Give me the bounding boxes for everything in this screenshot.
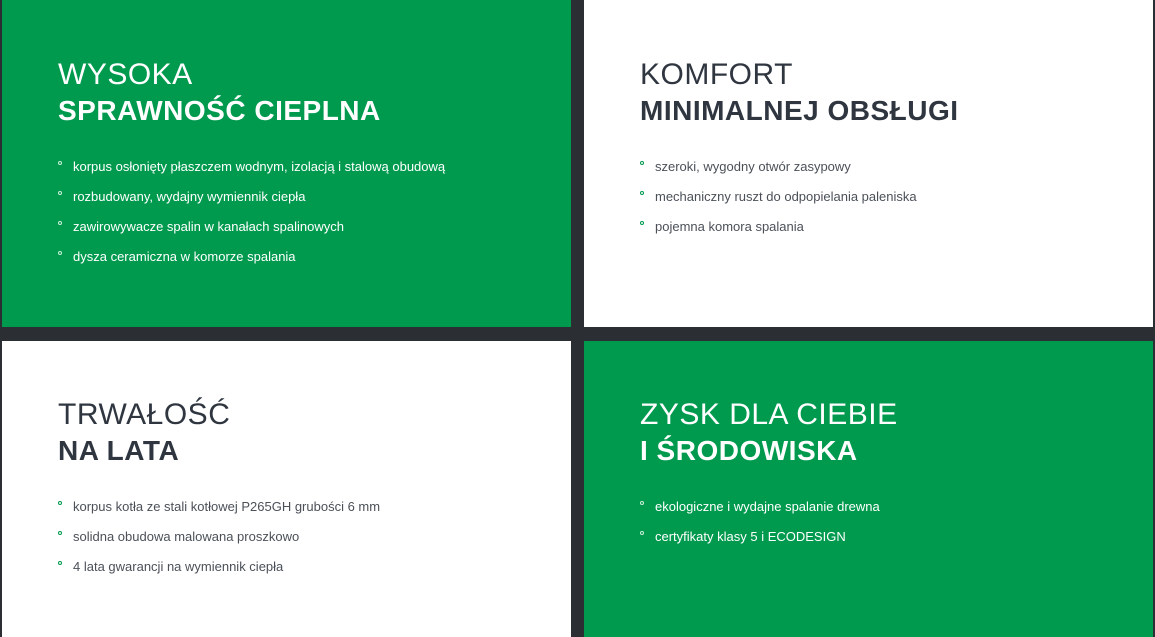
circle-outline-icon [640, 161, 644, 165]
list-item [640, 211, 917, 241]
list-item-text: zawirowywacze spalin w kanałach spalinowych [73, 218, 344, 234]
list-item [640, 181, 917, 211]
card-title [640, 57, 959, 129]
circle-outline-icon [640, 501, 644, 505]
list-item-text: korpus kotła ze stali kotłowej P265GH grubości 6 mm [73, 498, 381, 514]
list-item [58, 181, 445, 211]
list-item-text: certyfikaty klasy 5 i ECODESIGN [655, 528, 846, 544]
circle-outline-icon [58, 501, 62, 505]
title-line-2: MINIMALNEJ OBSŁUGI [640, 95, 959, 126]
card-title [640, 397, 898, 469]
list-item [58, 241, 445, 271]
title-line-1: WYSOKA [58, 58, 193, 91]
title-line-2: I ŚRODOWISKA [640, 435, 858, 466]
title-line-2: SPRAWNOŚĆ CIEPLNA [58, 95, 381, 126]
list-item-text: solidna obudowa malowana proszkowo [73, 528, 300, 544]
list-item [58, 151, 445, 181]
feature-card-trwalosc [2, 341, 571, 637]
feature-list [640, 491, 880, 551]
list-item-text: korpus osłonięty płaszczem wodnym, izolacją i stalową obudową [73, 158, 446, 174]
title-line-1: ZYSK DLA CIEBIE [640, 398, 898, 431]
circle-outline-icon [640, 531, 644, 535]
list-item-text: szeroki, wygodny otwór zasypowy [655, 158, 851, 174]
feature-card-zysk [584, 341, 1153, 637]
feature-card-wysoka-sprawnosc [2, 0, 571, 327]
feature-card-komfort [584, 0, 1153, 327]
card-title [58, 57, 381, 129]
list-item [640, 491, 880, 521]
circle-outline-icon [58, 221, 62, 225]
title-line-1: TRWAŁOŚĆ [58, 398, 231, 431]
list-item-text: rozbudowany, wydajny wymiennik ciepła [73, 188, 306, 204]
list-item-text: pojemna komora spalania [655, 218, 804, 234]
list-item-text: dysza ceramiczna w komorze spalania [73, 248, 296, 264]
feature-list [58, 491, 380, 581]
circle-outline-icon [58, 531, 62, 535]
circle-outline-icon [58, 191, 62, 195]
list-item-text: mechaniczny ruszt do odpopielania paleniska [655, 188, 917, 204]
list-item [640, 151, 917, 181]
list-item [640, 521, 880, 551]
feature-list [640, 151, 917, 241]
circle-outline-icon [58, 251, 62, 255]
circle-outline-icon [58, 161, 62, 165]
title-line-2: NA LATA [58, 435, 180, 466]
circle-outline-icon [640, 221, 644, 225]
title-line-1: KOMFORT [640, 58, 793, 91]
feature-list [58, 151, 445, 271]
circle-outline-icon [640, 191, 644, 195]
list-item [58, 211, 445, 241]
card-title [58, 397, 230, 469]
list-item-text: 4 lata gwarancji na wymiennik ciepła [73, 558, 284, 574]
list-item [58, 551, 380, 581]
list-item [58, 521, 380, 551]
circle-outline-icon [58, 561, 62, 565]
list-item [58, 491, 380, 521]
list-item-text: ekologiczne i wydajne spalanie drewna [655, 498, 880, 514]
